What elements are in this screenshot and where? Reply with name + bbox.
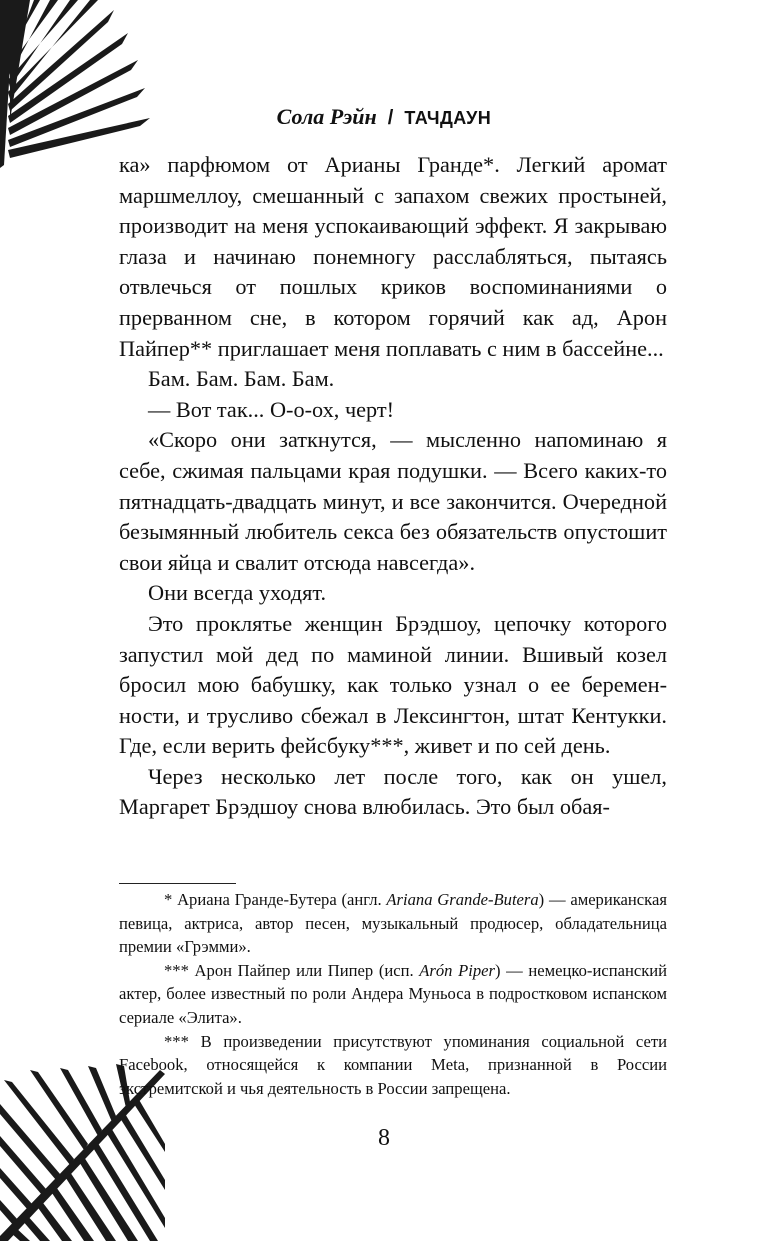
header-author: Сола Рэйн (276, 104, 377, 129)
main-text (119, 150, 667, 823)
footnotes (119, 888, 667, 1100)
footnote-text: ) — немецко-испанский актер, более известный по роли Андера Муньоса в подростковом испанском сериале «Элита». (119, 960, 668, 1027)
footnote (119, 1030, 667, 1101)
paragraph: Они всегда уходят. (148, 580, 327, 606)
page-number: 8 (378, 1125, 390, 1151)
footnote-text: *** Арон Пайпер или Пипер (исп. (164, 960, 420, 980)
footnote (119, 959, 667, 1030)
paragraph: ка» парфюмом от Арианы Гранде*. Легкий аромат маршмеллоу, смешанный с запахом свежих простыней, производит на меня успокаивающий эффект. Я закрываю глаза и начинаю понемногу расслабляться, пытаясь отвлечься от пошлых криков воспоминаниями о прерванном сне, в котором горячий как ад, Арон Пайпер** приглашает меня поплавать с ним в бассейне... (119, 152, 667, 361)
footnote-text: ) — американская певица, актриса, автор песен, музыкальный продюсер, обладательница премии «Грэмми». (119, 890, 667, 957)
footnote-italic: Arón Piper (419, 960, 495, 980)
header-title: ТАЧДАУН (404, 108, 492, 128)
running-head (0, 104, 768, 131)
paragraph: Бам. Бам. Бам. Бам. (148, 366, 335, 392)
paragraph: Это проклятье женщин Брэдшоу, цепочку которого запустил мой дед по маминой линии. Вшивый козел бросил мою бабушку, как только узнал о ее беременности, и трусливо сбежал в Лексингтон, штат Кентукки. Где, если верить фейсбуку***, живет и по сей день. (119, 610, 667, 759)
footnote (119, 888, 667, 959)
footnote-text: * Ариана Гранде-Бутера (англ. (164, 890, 387, 909)
footnote-text: *** В произведении присутствуют упоминания социальной сети Facebook, относящейся к компании Meta, признанной в России экстремитской и чья деятельность в России запрещена. (119, 1031, 667, 1098)
palm-leaf-top-decoration (0, 0, 150, 170)
footnote-italic: Ariana Grande-Butera (386, 890, 539, 909)
paragraph: «Скоро они заткнутся, — мысленно напоминаю я себе, сжимая пальцами края подушки. — Всего каких-то пятнадцать-двадцать минут, и все закончится. Очередной безымянный любитель секса без обязательств опустошит свои яйца и свалит отсюда навсегда». (119, 427, 667, 575)
paragraph: Через несколько лет после того, как он ушел, Маргарет Брэдшоу снова влюбилась. Это был обая- (119, 763, 667, 820)
header-separator: / (387, 107, 394, 129)
footnote-rule (119, 883, 236, 884)
paragraph: — Вот так... О-о-ох, черт! (148, 396, 395, 422)
